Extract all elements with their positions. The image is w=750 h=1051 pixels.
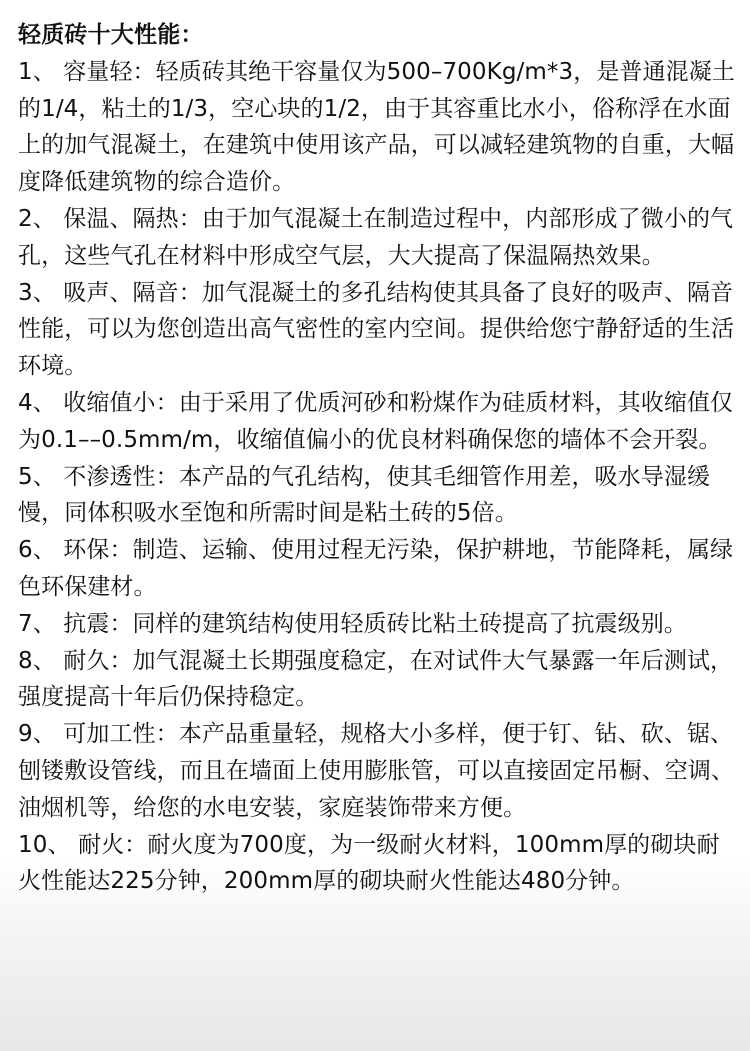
feature-item-5: 5、 不渗透性：本产品的气孔结构，使其毛细管作用差，吸水导湿缓慢，同体积吸水至饱和所需时间是粘土砖的5倍。 <box>18 463 711 527</box>
feature-item-8: 8、 耐久：加气混凝土长期强度稳定，在对试件大气暴露一年后测试，强度提高十年后仍保持稳定。 <box>18 647 734 711</box>
feature-item-9: 9、 可加工性：本产品重量轻，规格大小多样，便于钉、钻、砍、锯、刨镂敷设管线，而且在墙面上使用膨胀管，可以直接固定吊橱、空调、油烟机等，给您的水电安装，家庭装饰带来方便。 <box>18 721 735 821</box>
feature-item-2: 2、 保温、隔热：由于加气混凝土在制造过程中，内部形成了微小的气孔，这些气孔在材料中形成空气层，大大提高了保温隔热效果。 <box>18 205 734 269</box>
feature-item-10: 10、 耐火：耐火度为700度，为一级耐火材料，100mm厚的砌块耐火性能达225分钟，200mm厚的砌块耐火性能达480分钟。 <box>18 831 720 895</box>
feature-item-4: 4、 收缩值小：由于采用了优质河砂和粉煤作为硅质材料，其收缩值仅为0.1––0.5mm/m，收缩值偏小的优良材料确保您的墙体不会开裂。 <box>18 389 734 453</box>
feature-item-3: 3、 吸声、隔音：加气混凝土的多孔结构使其具备了良好的吸声、隔音性能，可以为您创造出高气密性的室内空间。提供给您宁静舒适的生活环境。 <box>18 279 735 380</box>
document-title: 轻质砖十大性能： <box>18 22 204 48</box>
feature-item-1: 1、 容量轻：轻质砖其绝干容量仅为500–700Kg/m*3，是普通混凝土的1/4，粘土的1/3，空心块的1/2，由于其容重比水小，俗称浮在水面上的加气混凝土，在建筑中使用该产品，可以减轻建筑物的自重，大幅度降低建筑物的综合造价。 <box>18 58 735 196</box>
feature-item-7: 7、 抗震：同样的建筑结构使用轻质砖比粘土砖提高了抗震级别。 <box>18 610 687 637</box>
feature-item-6: 6、 环保：制造、运输、使用过程无污染，保护耕地，节能降耗，属绿色环保建材。 <box>18 537 734 600</box>
